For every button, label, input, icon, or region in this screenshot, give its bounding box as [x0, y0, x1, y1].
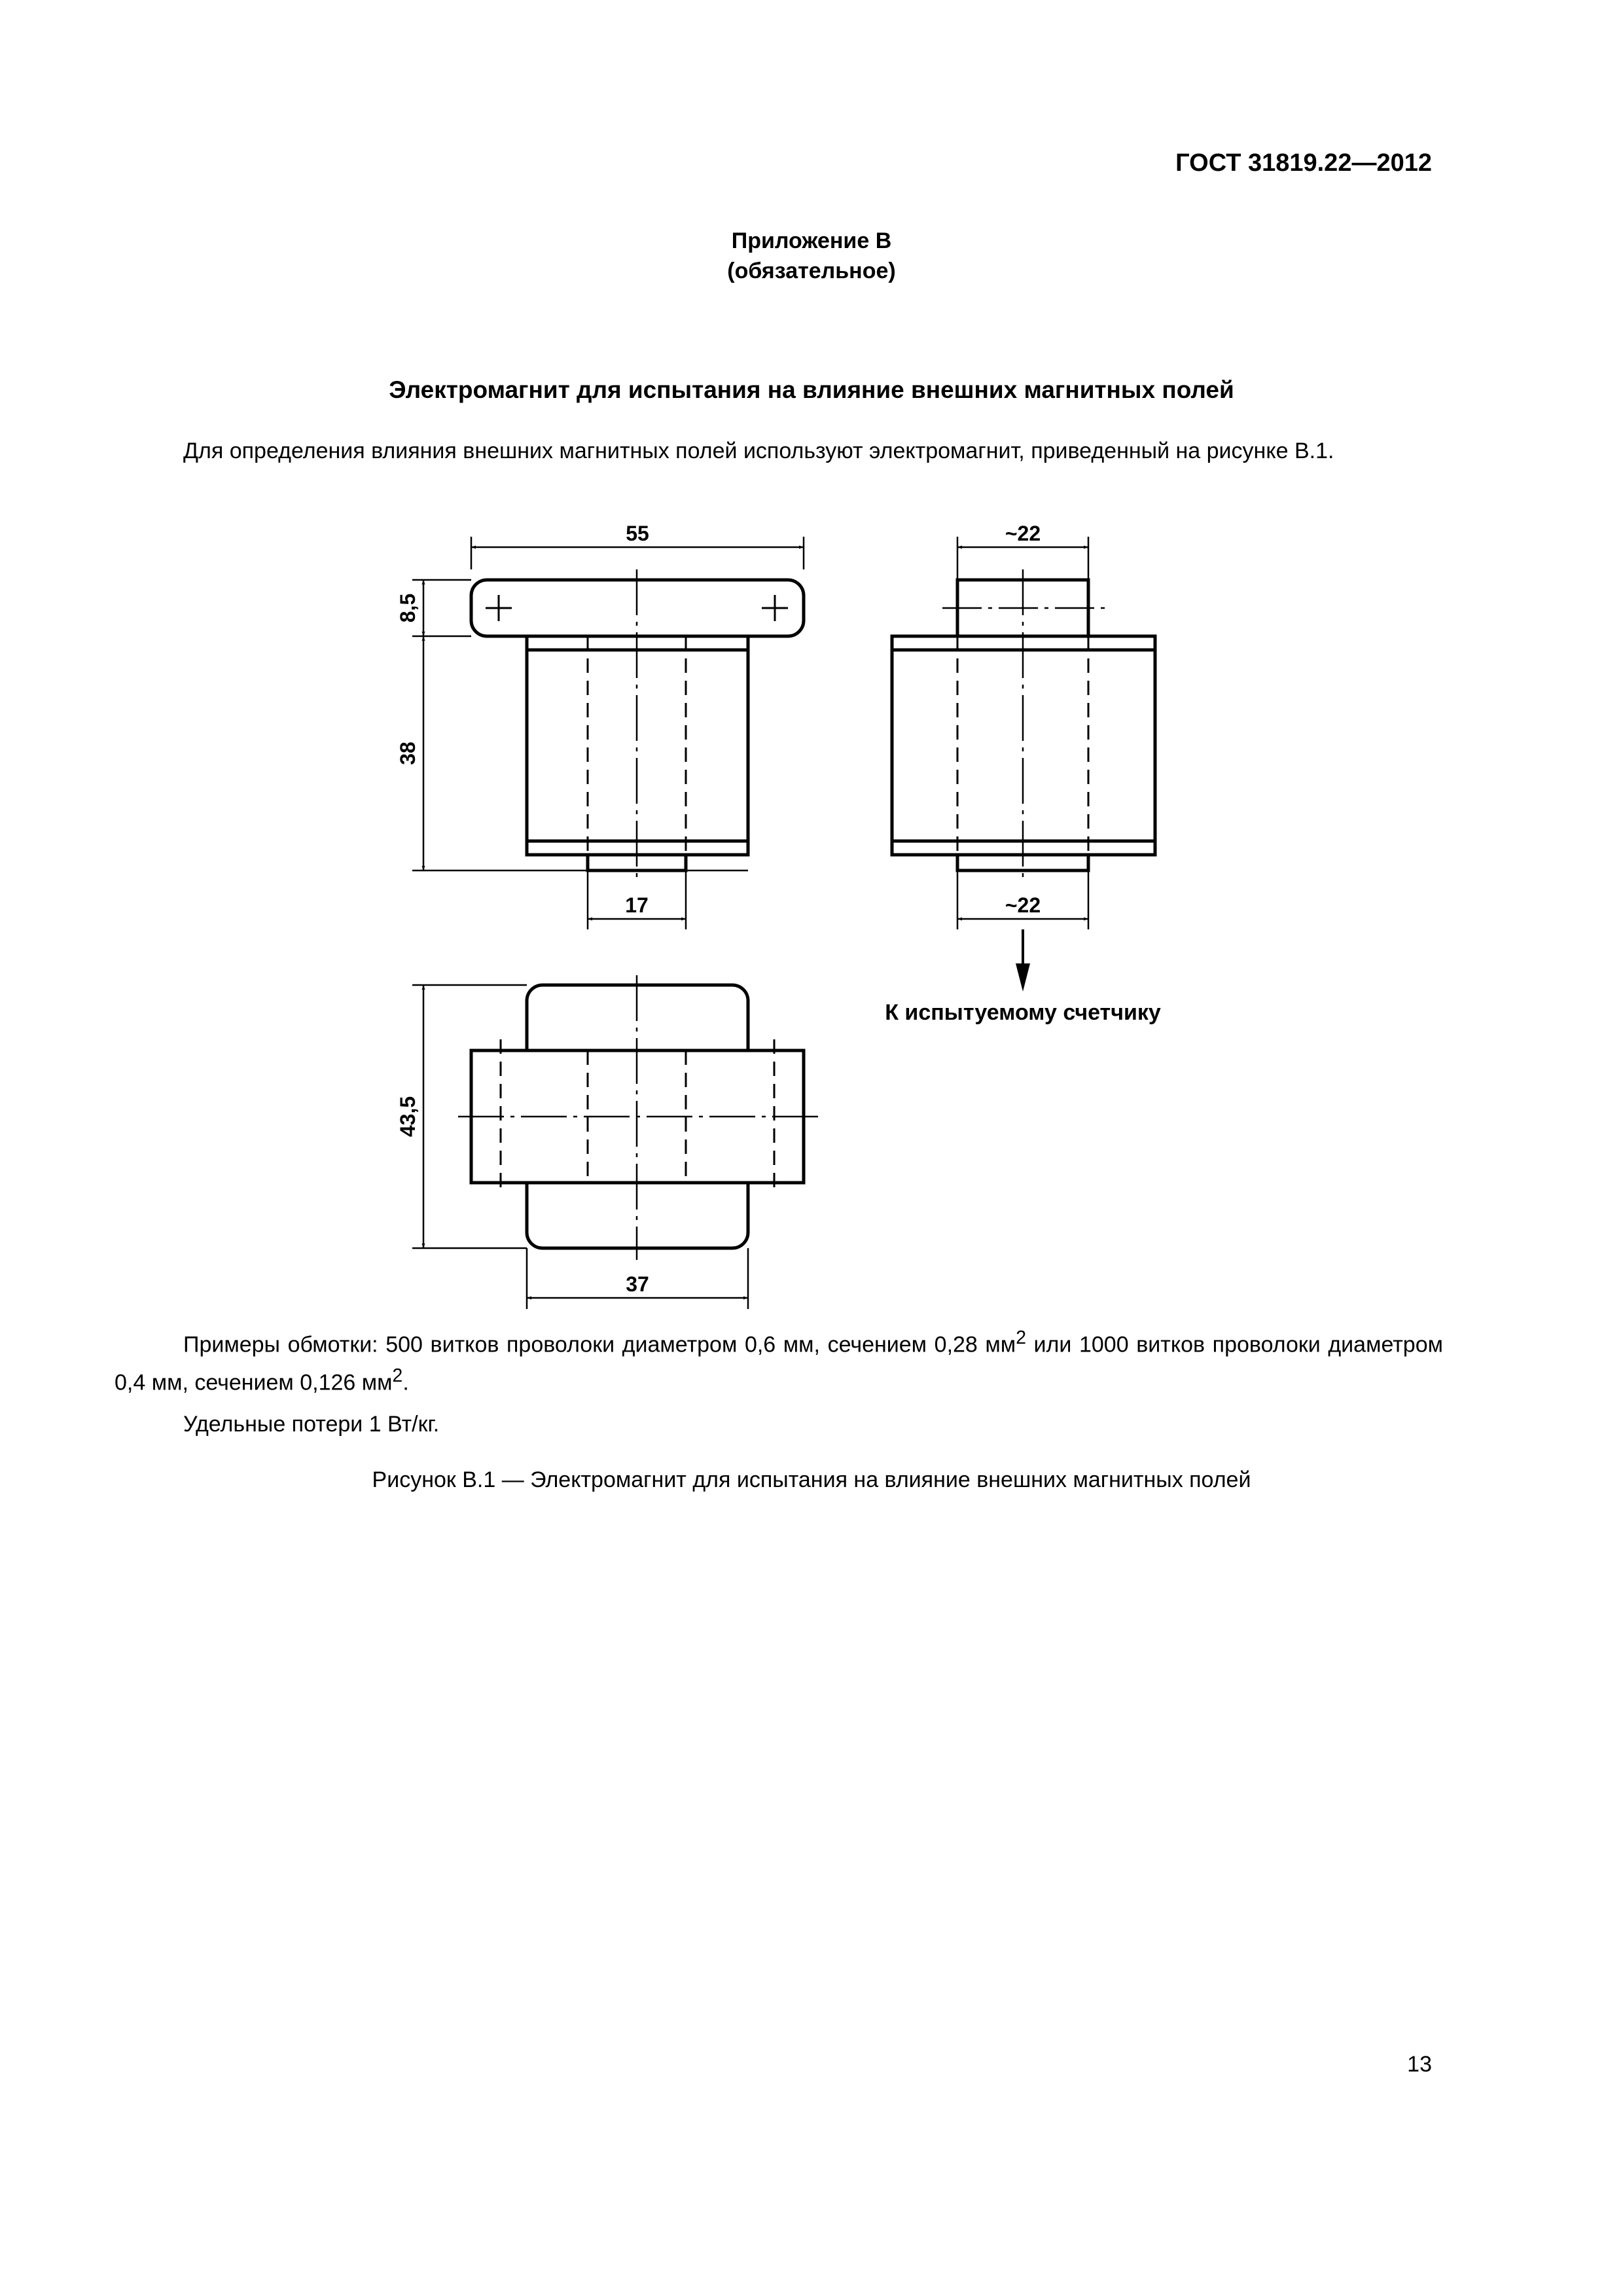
page-number: 13	[1407, 2052, 1432, 2077]
plus-mark-right	[762, 595, 788, 621]
dim-plan-width: 37	[626, 1272, 649, 1296]
annex-status: (обязательное)	[727, 259, 896, 283]
intro-paragraph: Для определения влияния внешних магнитных полей используют электромагнит, приведенный на рисунке В.1.	[183, 439, 1334, 463]
winding-sup-1: 2	[1016, 1327, 1026, 1348]
front-view	[471, 569, 804, 880]
losses-paragraph: Удельные потери 1 Вт/кг.	[183, 1412, 440, 1437]
dim-side-bottom-width: ~22	[1005, 893, 1041, 917]
dim-top-height: 8,5	[396, 593, 419, 623]
dim-plan-height: 43,5	[396, 1096, 419, 1138]
dim-top-width: 55	[626, 522, 649, 545]
winding-text-2: или 1000 витков проволоки диаметром 0,4 мм, сечением 0,126 мм	[115, 1332, 1443, 1395]
document-code: ГОСТ 31819.22—2012	[1175, 149, 1432, 177]
dim-body-height: 38	[396, 742, 419, 765]
plus-mark-left	[486, 595, 512, 621]
side-view	[892, 569, 1155, 880]
winding-text-1: Примеры обмотки: 500 витков проволоки диаметром 0,6 мм, сечением 0,28 мм	[183, 1332, 1016, 1357]
winding-text-end: .	[402, 1370, 409, 1395]
dim-side-top-width: ~22	[1005, 522, 1041, 545]
arrow-to-meter-head	[1016, 963, 1030, 992]
winding-sup-2: 2	[392, 1365, 403, 1387]
dim-core-width: 17	[625, 893, 649, 917]
figure-caption: Рисунок В.1 — Электромагнит для испытания на влияние внешних магнитных полей	[372, 1467, 1251, 1492]
winding-paragraph	[115, 1322, 1443, 1399]
section-title: Электромагнит для испытания на влияние внешних магнитных полей	[389, 376, 1234, 403]
annex-title: Приложение В	[731, 228, 892, 253]
plan-view	[458, 975, 818, 1260]
arrow-label: К испытуемому счетчику	[885, 1000, 1161, 1025]
